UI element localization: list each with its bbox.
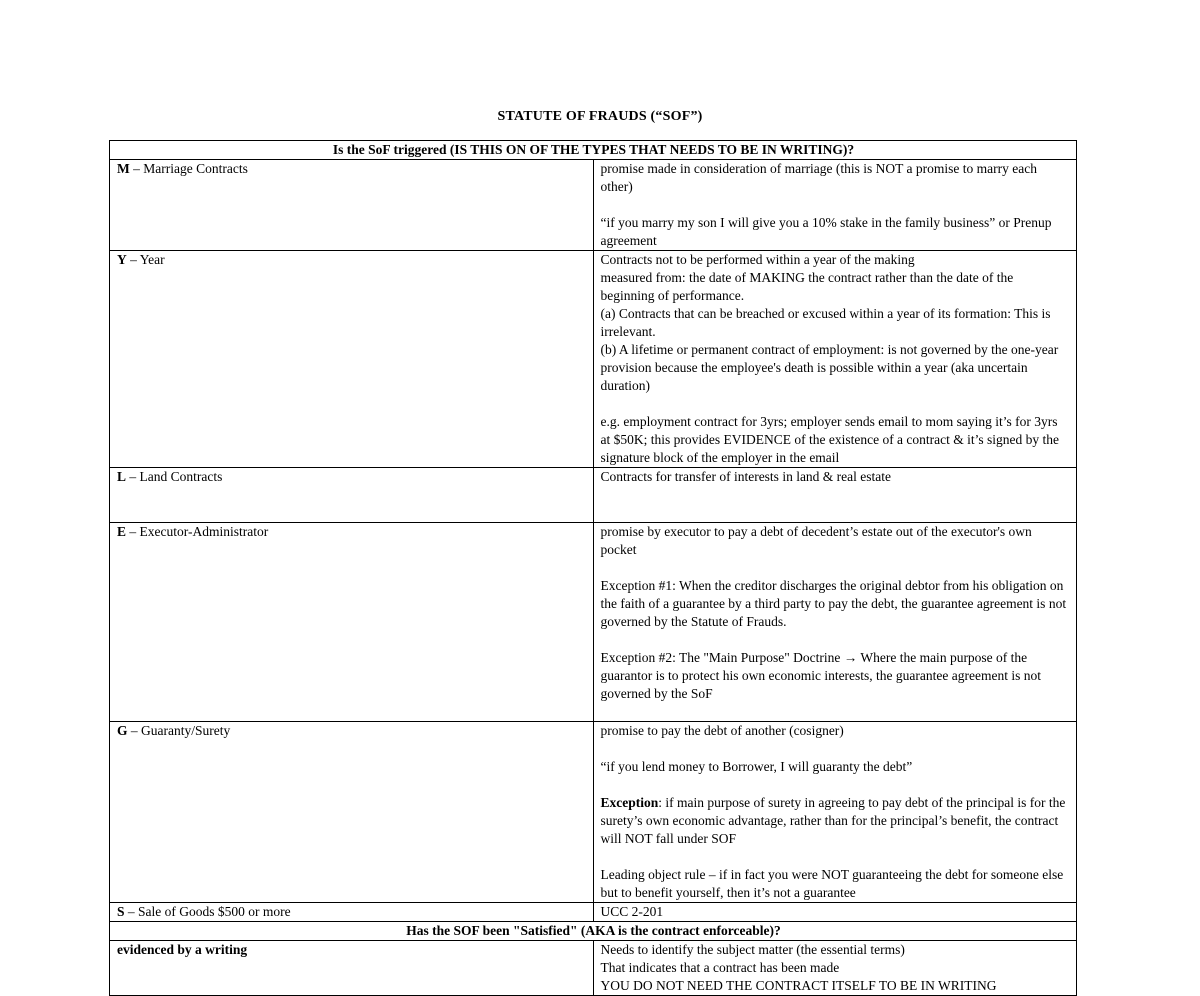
row-letter: M <box>117 161 130 176</box>
content-line: UCC 2-201 <box>600 904 664 919</box>
section-header-row <box>110 141 1077 160</box>
content-line: measured from: the date of MAKING the contract rather than the date of the beginning of performance. <box>600 270 1014 303</box>
table-row-year <box>110 251 1077 468</box>
content-line: Contracts not to be performed within a year of the making <box>600 252 915 267</box>
content-line: Leading object rule – if in fact you were NOT guaranteeing the debt for someone else but to benefit yourself, then it’s not a guarantee <box>600 867 1064 900</box>
row-label-text: – Sale of Goods $500 or more <box>124 904 291 919</box>
table-row-guaranty <box>110 722 1077 903</box>
table-row-executor <box>110 523 1077 722</box>
table-row-goods <box>110 903 1077 922</box>
row-label-marriage <box>110 160 594 251</box>
content-line <box>601 794 1071 848</box>
content-line: Contracts for transfer of interests in land & real estate <box>600 469 892 484</box>
row-content-executor <box>593 523 1077 722</box>
row-letter: L <box>117 469 127 484</box>
row-content-writing <box>593 941 1077 996</box>
exception-label: Exception <box>600 795 659 810</box>
row-letter: Y <box>117 252 127 267</box>
row-label-text: – Year <box>126 252 165 267</box>
table-row-land <box>110 468 1077 523</box>
row-label-goods <box>110 903 594 922</box>
table-row-writing <box>110 941 1077 996</box>
exception-text: : if main purpose of surety in agreeing to pay debt of the principal is for the surety’s own economic advantage, rather than for the principal’s benefit, the contract will NOT fall under SOF <box>600 795 1066 846</box>
row-letter: S <box>117 904 125 919</box>
row-label-text: – Guaranty/Surety <box>127 723 231 738</box>
row-label-text: evidenced by a writing <box>117 942 248 957</box>
row-label-text: – Executor-Administrator <box>126 524 269 539</box>
section-heading-satisfied: Has the SOF been "Satisfied" (AKA is the contract enforceable)? <box>110 922 1077 941</box>
sof-table <box>109 140 1077 996</box>
content-line: Exception #2: The "Main Purpose" Doctrine → Where the main purpose of the guarantor is to protect his own economic interests, the guarantee agreement is not governed by the SoF <box>600 650 1041 701</box>
row-content-guaranty <box>593 722 1077 903</box>
content-line: promise by executor to pay a debt of decedent’s estate out of the executor's own pocket <box>600 524 1032 557</box>
row-content-goods <box>593 903 1077 922</box>
row-label-text: – Land Contracts <box>126 469 223 484</box>
content-line: “if you lend money to Borrower, I will guaranty the debt” <box>600 759 913 774</box>
row-label-year <box>110 251 594 468</box>
row-label-writing <box>110 941 594 996</box>
content-line: “if you marry my son I will give you a 10% stake in the family business” or Prenup agreement <box>600 215 1052 248</box>
content-line: YOU DO NOT NEED THE CONTRACT ITSELF TO BE IN WRITING <box>600 978 997 993</box>
content-line: (a) Contracts that can be breached or excused within a year of its formation: This is irrelevant. <box>600 306 1051 339</box>
table-row-marriage <box>110 160 1077 251</box>
document-title: STATUTE OF FRAUDS (“SOF”) <box>497 109 703 124</box>
row-letter: G <box>117 723 128 738</box>
section-heading-triggered: Is the SoF triggered (IS THIS ON OF THE TYPES THAT NEEDS TO BE IN WRITING)? <box>110 141 1077 160</box>
section-header-row <box>110 922 1077 941</box>
row-label-guaranty <box>110 722 594 903</box>
content-line: That indicates that a contract has been made <box>600 960 840 975</box>
row-label-executor <box>110 523 594 722</box>
row-label-land <box>110 468 594 523</box>
row-letter: E <box>117 524 127 539</box>
row-content-land <box>593 468 1077 523</box>
content-line: (b) A lifetime or permanent contract of employment: is not governed by the one-year provision because the employee's death is possible within a year (aka uncertain duration) <box>600 342 1059 393</box>
content-line: promise to pay the debt of another (cosigner) <box>600 723 844 738</box>
content-line: e.g. employment contract for 3yrs; employer sends email to mom saying it’s for 3yrs at $50K; this provides EVIDENCE of the existence of a contract & it’s signed by the signature block of the employer in the email <box>600 414 1060 465</box>
row-content-year <box>593 251 1077 468</box>
content-line: Needs to identify the subject matter (the essential terms) <box>600 942 905 957</box>
row-label-text: – Marriage Contracts <box>129 161 248 176</box>
content-line: Exception #1: When the creditor discharges the original debtor from his obligation on the faith of a guarantee by a third party to pay the debt, the guarantee agreement is not governed by the Statute of Frauds. <box>600 578 1067 629</box>
row-content-marriage <box>593 160 1077 251</box>
content-line: promise made in consideration of marriage (this is NOT a promise to marry each other) <box>600 161 1037 194</box>
